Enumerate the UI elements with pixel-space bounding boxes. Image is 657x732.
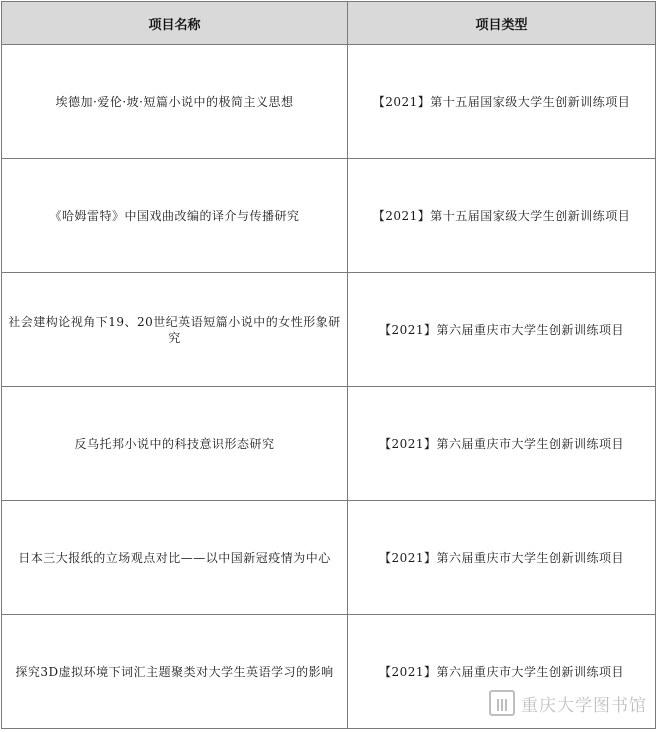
project-type-cell: 【2021】第六届重庆市大学生创新训练项目: [348, 387, 656, 501]
project-type-cell: 【2021】第十五届国家级大学生创新训练项目: [348, 45, 656, 159]
project-name-cell: 埃德加·爱伦·坡·短篇小说中的极简主义思想: [2, 45, 348, 159]
table-header-row: [2, 2, 656, 45]
project-name-cell: 日本三大报纸的立场观点对比——以中国新冠疫情为中心: [2, 501, 348, 615]
table-row: [2, 387, 656, 501]
table-row: [2, 501, 656, 615]
table-row: [2, 159, 656, 273]
project-name-cell: 社会建构论视角下19、20世纪英语短篇小说中的女性形象研究: [2, 273, 348, 387]
table-row: [2, 45, 656, 159]
project-name-cell: 《哈姆雷特》中国戏曲改编的译介与传播研究: [2, 159, 348, 273]
table-row: [2, 273, 656, 387]
project-type-cell: 【2021】第十五届国家级大学生创新训练项目: [348, 159, 656, 273]
project-type-cell: 【2021】第六届重庆市大学生创新训练项目: [348, 273, 656, 387]
project-type-cell: 【2021】第六届重庆市大学生创新训练项目: [348, 501, 656, 615]
table-row: [2, 615, 656, 729]
project-type-cell: 【2021】第六届重庆市大学生创新训练项目: [348, 615, 656, 729]
project-name-cell: 探究3D虚拟环境下词汇主题聚类对大学生英语学习的影响: [2, 615, 348, 729]
column-header-type: 项目类型: [348, 2, 656, 45]
column-header-name: 项目名称: [2, 2, 348, 45]
project-table: [1, 1, 656, 729]
watermark-text: 重庆大学图书馆: [521, 695, 647, 716]
project-name-cell: 反乌托邦小说中的科技意识形态研究: [2, 387, 348, 501]
